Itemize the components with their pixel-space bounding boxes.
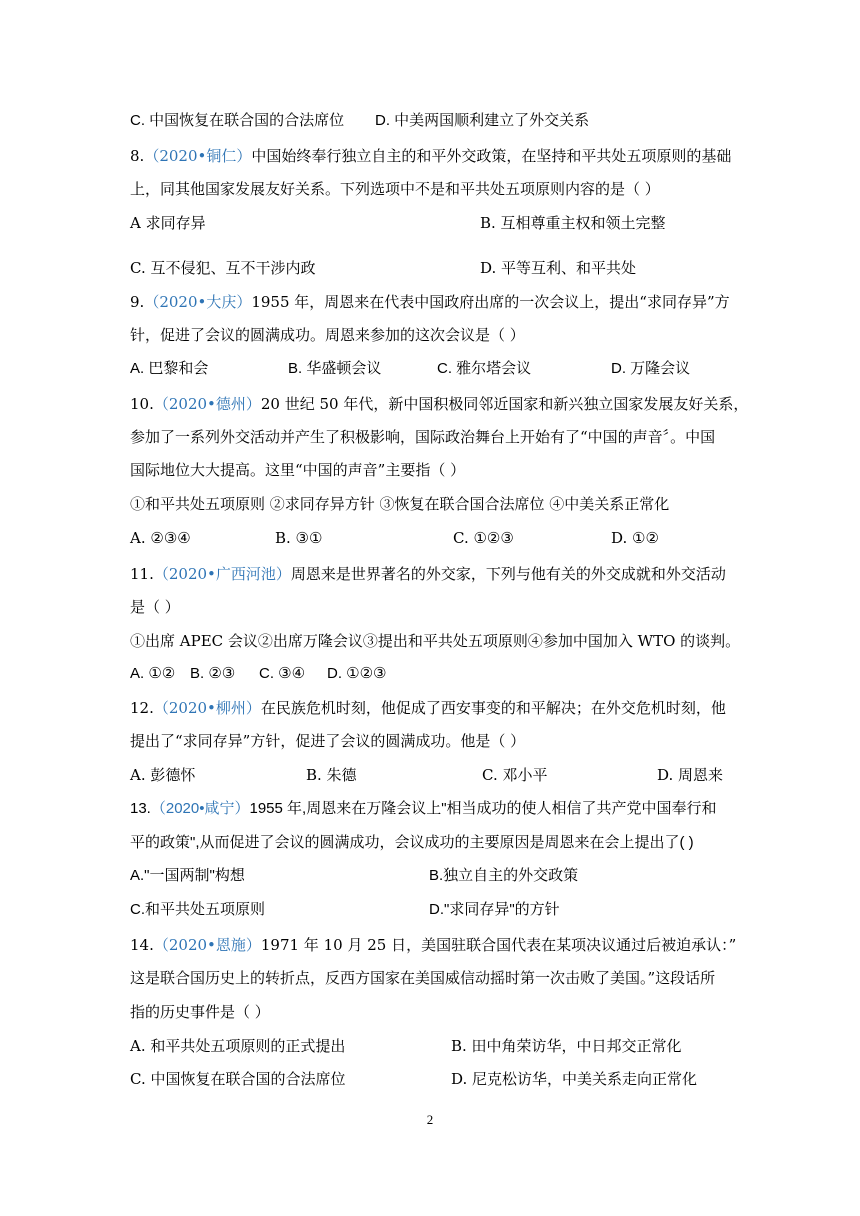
q10-items: ①和平共处五项原则 ②求同存异方针 ③恢复在联合国合法席位 ④中美关系正常化 bbox=[130, 495, 670, 513]
q14-stem-line2: 这是联合国历史上的转折点，反西方国家在美国威信动摇时第一次击败了美国。”这段话所 bbox=[130, 969, 716, 987]
q9-option-c: C. 雅尔塔会议 bbox=[437, 360, 532, 377]
q11-option-a: A. ①② bbox=[130, 665, 176, 682]
question-source: （2020•咸宁） bbox=[150, 800, 250, 817]
q8-stem-line1: 8.（2020•铜仁）中国始终奉行独立自主的和平外交政策，在坚持和平共处五项原则的基础 bbox=[130, 147, 732, 165]
q14-option-c: C. 中国恢复在联合国的合法席位 bbox=[130, 1070, 346, 1088]
q9-option-d: D. 万隆会议 bbox=[611, 360, 691, 377]
question-number: 9. bbox=[130, 293, 145, 311]
q11-option-c: C. ③④ bbox=[259, 665, 306, 682]
page-number: 2 bbox=[426, 1112, 434, 1127]
question-source: （2020•柳州） bbox=[153, 699, 261, 717]
question-number: 10. bbox=[130, 395, 154, 413]
q12-stem-line2: 提出了“求同存异”方针，促进了会议的圆满成功。他是（ ） bbox=[130, 732, 526, 750]
q9-option-b: B. 华盛顿会议 bbox=[288, 360, 382, 377]
q13-option-c: C.和平共处五项原则 bbox=[130, 901, 266, 918]
question-source: （2020•德州） bbox=[153, 395, 261, 413]
q7-option-d: D. 中美两国顺利建立了外交关系 bbox=[375, 112, 590, 129]
q10-stem-line1: 10.（2020•德州）20 世纪 50 年代，新中国积极同邻近国家和新兴独立国家发展友好关系， bbox=[130, 395, 749, 413]
q12-option-c: C. 邓小平 bbox=[482, 766, 548, 784]
q8-option-a: A 求同存异 bbox=[130, 214, 206, 232]
q14-option-a: A. 和平共处五项原则的正式提出 bbox=[130, 1037, 346, 1055]
q11-stem-line1: 11.（2020•广西河池）周恩来是世界著名的外交家，下列与他有关的外交成就和外交活动 bbox=[130, 565, 726, 583]
q11-option-d: D. ①②③ bbox=[327, 665, 387, 682]
q9-stem-line1: 9.（2020•大庆）1955 年，周恩来在代表中国政府出席的一次会议上，提出“求同存异”方 bbox=[130, 293, 730, 311]
q10-option-a: A. ②③④ bbox=[130, 529, 191, 547]
q11-stem-line2: 是（ ） bbox=[130, 598, 180, 616]
q14-stem-line1: 14.（2020•恩施）1971 年 10 月 25 日，美国驻联合国代表在某项决议通过后被迫承认：” bbox=[130, 936, 737, 954]
q9-option-a: A. 巴黎和会 bbox=[130, 360, 209, 377]
q8-option-b: B. 互相尊重主权和领土完整 bbox=[480, 214, 666, 232]
q12-option-b: B. 朱德 bbox=[306, 766, 357, 784]
q11-option-b: B. ②③ bbox=[190, 665, 236, 682]
question-source: （2020•铜仁） bbox=[144, 147, 252, 165]
q10-stem-line3: 国际地位大大提高。这里“中国的声音”主要指（ ） bbox=[130, 461, 466, 479]
question-number: 13. bbox=[130, 800, 151, 817]
question-number: 8. bbox=[130, 147, 145, 165]
question-source: （2020•大庆） bbox=[144, 293, 252, 311]
q10-option-c: C. ①②③ bbox=[453, 529, 514, 547]
question-number: 12. bbox=[130, 699, 154, 717]
q13-stem-line2: 平的政策",从而促进了会议的圆满成功，会议成功的主要原因是周恩来在会上提出了( ) bbox=[130, 834, 694, 851]
q10-option-d: D. ①② bbox=[611, 529, 659, 547]
question-source: （2020•广西河池） bbox=[153, 565, 291, 583]
q13-option-d: D."求同存异"的方针 bbox=[429, 901, 560, 918]
q13-option-b: B.独立自主的外交政策 bbox=[429, 867, 579, 884]
q9-stem-line2: 针，促进了会议的圆满成功。周恩来参加的这次会议是（ ） bbox=[130, 326, 525, 344]
q14-stem-line3: 指的历史事件是（ ） bbox=[130, 1003, 270, 1021]
q14-option-d: D. 尼克松访华，中美关系走向正常化 bbox=[451, 1070, 698, 1088]
q12-option-a: A. 彭德怀 bbox=[130, 766, 196, 784]
question-number: 14. bbox=[130, 936, 154, 954]
question-number: 11. bbox=[130, 565, 154, 583]
q13-stem-line1: 13.（2020•咸宁）1955 年,周恩来在万隆会议上"相当成功的使人相信了共产党中国奉行和 bbox=[130, 800, 717, 817]
q8-option-c: C. 互不侵犯、互不干涉内政 bbox=[130, 259, 316, 277]
question-source: （2020•恩施） bbox=[153, 936, 261, 954]
q12-stem-line1: 12.（2020•柳州）在民族危机时刻，他促成了西安事变的和平解决；在外交危机时刻，他 bbox=[130, 699, 726, 717]
q11-items: ①出席 APEC 会议②出席万隆会议③提出和平共处五项原则④参加中国加入 WTO 的谈判。 bbox=[130, 632, 741, 650]
q8-stem-line2: 上，同其他国家发展友好关系。下列选项中不是和平共处五项原则内容的是（ ） bbox=[130, 180, 660, 198]
q10-option-b: B. ③① bbox=[275, 529, 323, 547]
q10-stem-line2: 参加了一系列外交活动并产生了积极影响，国际政治舞台上开始有了“中国的声音〞。中国 bbox=[130, 428, 716, 446]
q7-option-c: C. 中国恢复在联合国的合法席位 bbox=[130, 112, 345, 129]
q14-option-b: B. 田中角荣访华，中日邦交正常化 bbox=[451, 1037, 682, 1055]
q13-option-a: A."一国两制"构想 bbox=[130, 867, 245, 884]
q8-option-d: D. 平等互利、和平共处 bbox=[480, 259, 637, 277]
q12-option-d: D. 周恩来 bbox=[657, 766, 724, 784]
